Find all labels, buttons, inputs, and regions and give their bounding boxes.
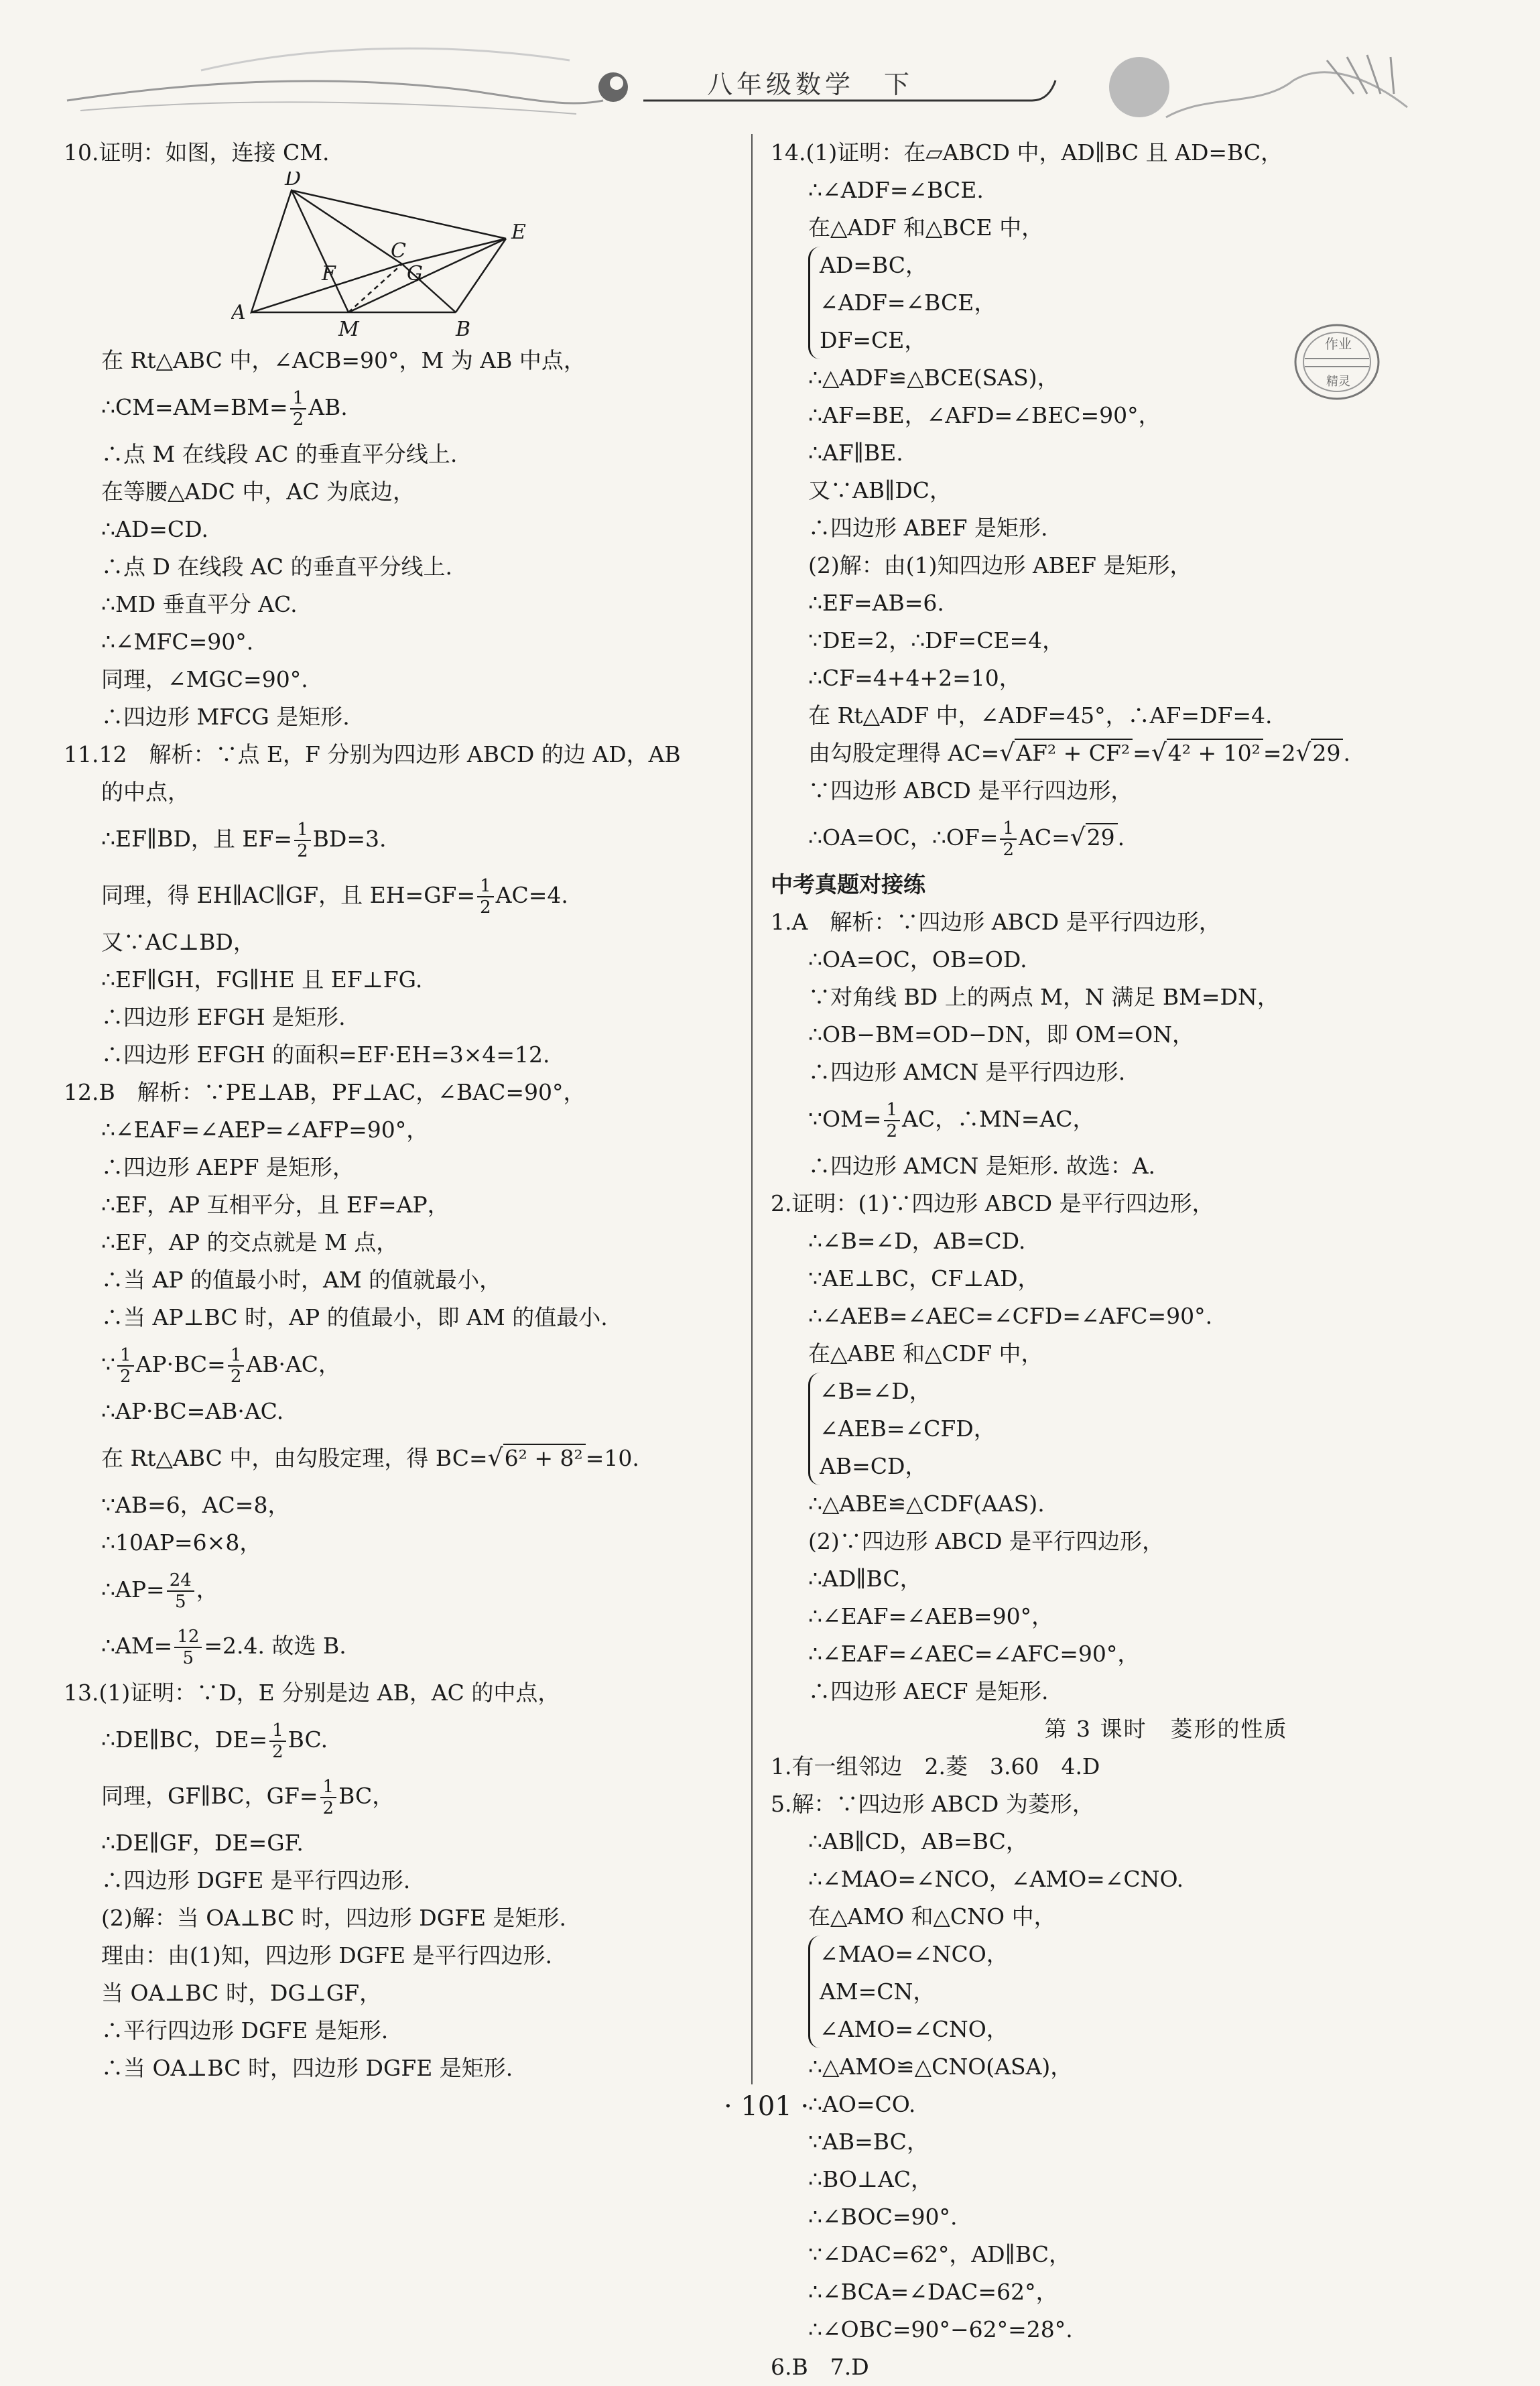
equation-system: AD=BC， ∠ADF=∠BCE， DF=CE， bbox=[771, 247, 1481, 359]
q10-line: ∴点 D 在线段 AC 的垂直平分线上. bbox=[101, 554, 452, 580]
q12-line: ∴当 AP⊥BC 时，AP 的值最小，即 AM 的值最小. bbox=[101, 1304, 608, 1330]
q12-line: ∴AM= $\frac{12}{5}$ =2.4. 故选 B. bbox=[101, 1627, 346, 1668]
q14-line: (2)解：由(1)知四边形 ABEF 是矩形， bbox=[808, 552, 1192, 578]
fraction: $\frac{1}{2}$ bbox=[320, 1777, 337, 1818]
svg-text:精灵: 精灵 bbox=[1326, 375, 1350, 389]
z2-line: ∴AD∥BC， bbox=[808, 1566, 922, 1592]
label-E: E bbox=[511, 221, 526, 244]
q10-line: 在等腰△ADC 中，AC 为底边， bbox=[101, 479, 415, 505]
label-F: F bbox=[322, 262, 336, 286]
q12-line: 在 Rt△ABC 中，由勾股定理，得 BC=√6² + 8² =10. bbox=[101, 1444, 639, 1472]
z2-line: ∴∠AEB=∠AEC=∠CFD=∠AFC=90°. bbox=[808, 1303, 1213, 1329]
r-line: ∴∠BOC=90°. bbox=[808, 2204, 958, 2230]
q13-line: ∴DE∥BC，DE= $\frac{1}{2}$ BC. bbox=[101, 1720, 328, 1762]
fraction: $\frac{1}{2}$ bbox=[294, 820, 311, 861]
stamp-logo bbox=[1290, 318, 1384, 405]
r-line: ∴∠OBC=90°−62°=28°. bbox=[808, 2316, 1073, 2342]
q13-line: 理由：由(1)知，四边形 DGFE 是平行四边形. bbox=[101, 1942, 553, 1968]
q14-line: ∴OA=OC，∴OF= $\frac{1}{2}$ AC=√29 . bbox=[808, 818, 1125, 860]
q11-line: 11.12 解析：∵点 E，F 分别为四边形 ABCD 的边 AD，AB bbox=[64, 741, 681, 767]
fraction: $\frac{1}{2}$ bbox=[228, 1345, 245, 1387]
label-C: C bbox=[391, 239, 406, 263]
fraction: $\frac{1}{2}$ bbox=[477, 876, 494, 918]
q14-line: ∵DE=2，∴DF=CE=4， bbox=[808, 627, 1065, 653]
q11-line: ∴四边形 EFGH 是矩形. bbox=[101, 1004, 346, 1030]
lesson-title: 第 3 课时 菱形的性质 bbox=[1044, 1716, 1288, 1742]
q12-line: ∴10AP=6×8， bbox=[101, 1529, 262, 1556]
label-B: B bbox=[456, 318, 471, 339]
q10-line: 10.证明：如图，连接 CM. bbox=[64, 139, 330, 166]
q13-line: ∴四边形 DGFE 是平行四边形. bbox=[101, 1867, 411, 1893]
left-column bbox=[64, 134, 741, 2087]
z1-line: 1.A 解析：∵四边形 ABCD 是平行四边形， bbox=[771, 909, 1221, 935]
z2-line: ∴∠EAF=∠AEC=∠AFC=90°， bbox=[808, 1641, 1140, 1667]
q12-line: ∴EF，AP 的交点就是 M 点， bbox=[101, 1229, 399, 1255]
z2-line: ∵AE⊥BC，CF⊥AD， bbox=[808, 1265, 1040, 1292]
q12-line: ∴AP·BC=AB·AC. bbox=[101, 1398, 284, 1424]
q10-line: ∴∠MFC=90°. bbox=[101, 629, 254, 655]
z2-line: ∴∠B=∠D，AB=CD. bbox=[808, 1228, 1026, 1254]
z1-line: ∴四边形 AMCN 是矩形. 故选：A. bbox=[808, 1153, 1156, 1179]
r-line: ∴∠MAO=∠NCO，∠AMO=∠CNO. bbox=[808, 1866, 1184, 1892]
equation-system: ∠MAO=∠NCO， AM=CN， ∠AMO=∠CNO， bbox=[771, 1936, 1481, 2048]
r-line: 1.有一组邻边 2.菱 3.60 4.D bbox=[771, 1753, 1100, 1779]
q14-line: 又∵AB∥DC， bbox=[808, 477, 952, 503]
z1-line: ∴OB−BM=OD−DN，即 OM=ON， bbox=[808, 1021, 1195, 1048]
page-number: · 101 · bbox=[724, 2091, 810, 2122]
q10-line: ∴CM=AM=BM= $\frac{1}{2}$ AB. bbox=[101, 388, 348, 430]
q12-line: ∴AP= $\frac{24}{5}$ ， bbox=[101, 1570, 218, 1612]
page-header bbox=[0, 0, 1540, 134]
q12-line: ∵ $\frac{1}{2}$ AP·BC= $\frac{1}{2}$ AB·AC， bbox=[101, 1345, 341, 1387]
label-A: A bbox=[231, 301, 246, 324]
q12-line: ∴四边形 AEPF 是矩形， bbox=[101, 1154, 355, 1180]
q14-line: ∴AF=BE，∠AFD=∠BEC=90°， bbox=[808, 402, 1161, 428]
q11-line: ∴EF∥GH，FG∥HE 且 EF⊥FG. bbox=[101, 966, 423, 993]
fraction: $\frac{24}{5}$ bbox=[167, 1570, 194, 1612]
r-line: ∴AO=CO. bbox=[808, 2091, 916, 2117]
q13-line: 13.(1)证明：∵D，E 分别是边 AB，AC 的中点， bbox=[64, 1680, 560, 1706]
z2-line: ∴∠EAF=∠AEB=90°， bbox=[808, 1603, 1054, 1629]
r-line: ∴∠BCA=∠DAC=62°， bbox=[808, 2279, 1058, 2305]
q10-line: ∴MD 垂直平分 AC. bbox=[101, 591, 298, 617]
fraction: $\frac{12}{5}$ bbox=[174, 1627, 202, 1668]
q13-line: (2)解：当 OA⊥BC 时，四边形 DGFE 是矩形. bbox=[101, 1905, 567, 1931]
r-line: ∴△AMO≌△CNO(ASA)， bbox=[808, 2054, 1073, 2080]
r-line: ∴BO⊥AC， bbox=[808, 2166, 934, 2192]
label-M: M bbox=[338, 318, 359, 339]
right-column bbox=[771, 134, 1481, 2386]
fraction: $\frac{1}{2}$ bbox=[117, 1345, 134, 1387]
q10-line: ∴AD=CD. bbox=[101, 516, 208, 542]
column-divider bbox=[751, 134, 753, 2084]
z2-line: 2.证明：(1)∵四边形 ABCD 是平行四边形， bbox=[771, 1190, 1214, 1216]
q12-line: ∴当 AP 的值最小时，AM 的值就最小， bbox=[101, 1267, 502, 1293]
fraction: $\frac{1}{2}$ bbox=[290, 388, 307, 430]
q10-line: ∴点 M 在线段 AC 的垂直平分线上. bbox=[101, 441, 458, 467]
z2-line: ∴△ABE≌△CDF(AAS). bbox=[808, 1491, 1045, 1517]
q14-line: ∴△ADF≌△BCE(SAS)， bbox=[808, 365, 1060, 391]
z1-line: ∵OM= $\frac{1}{2}$ AC，∴MN=AC， bbox=[808, 1100, 1095, 1141]
q14-line: 在 Rt△ADF 中，∠ADF=45°，∴AF=DF=4. bbox=[808, 702, 1273, 729]
z2-line: (2)∵四边形 ABCD 是平行四边形， bbox=[808, 1528, 1165, 1554]
r-line: ∵∠DAC=62°，AD∥BC， bbox=[808, 2241, 1071, 2267]
q14-line: 14.(1)证明：在▱ABCD 中，AD∥BC 且 AD=BC， bbox=[771, 139, 1283, 166]
q11-line: ∴EF∥BD，且 EF= $\frac{1}{2}$ BD=3. bbox=[101, 820, 387, 861]
label-D: D bbox=[285, 172, 302, 190]
q14-line: ∴AF∥BE. bbox=[808, 440, 903, 466]
z1-line: ∵对角线 BD 上的两点 M，N 满足 BM=DN， bbox=[808, 984, 1279, 1010]
q14-line: 在△ADF 和△BCE 中， bbox=[808, 214, 1044, 241]
section-title: 中考真题对接练 bbox=[771, 871, 925, 897]
q11-line: 又∵AC⊥BD， bbox=[101, 929, 255, 955]
fraction: $\frac{1}{2}$ bbox=[884, 1100, 901, 1141]
q13-line: ∴DE∥GF，DE=GF. bbox=[101, 1830, 304, 1856]
q14-line: ∴四边形 ABEF 是矩形. bbox=[808, 515, 1048, 541]
z1-line: ∴OA=OC，OB=OD. bbox=[808, 946, 1027, 972]
fraction: $\frac{1}{2}$ bbox=[1000, 818, 1017, 860]
q13-line: ∴当 OA⊥BC 时，四边形 DGFE 是矩形. bbox=[101, 2055, 513, 2081]
q12-line: ∴∠EAF=∠AEP=∠AFP=90°， bbox=[101, 1117, 429, 1143]
q13-line: ∴平行四边形 DGFE 是矩形. bbox=[101, 2017, 389, 2044]
q10-line: 同理，∠MGC=90°. bbox=[101, 666, 308, 692]
q14-line: ∴EF=AB=6. bbox=[808, 590, 944, 616]
q12-line: 12.B 解析：∵PE⊥AB，PF⊥AC，∠BAC=90°， bbox=[64, 1079, 586, 1105]
r-line: ∴AB∥CD，AB=BC， bbox=[808, 1828, 1028, 1855]
q11-line: 的中点， bbox=[101, 779, 190, 805]
label-G: G bbox=[407, 262, 423, 286]
svg-text:作业: 作业 bbox=[1325, 336, 1352, 352]
r-line: 在△AMO 和△CNO 中， bbox=[808, 1903, 1056, 1930]
q14-line: 由勾股定理得 AC=√AF² + CF² =√4² + 10² =2√29 . bbox=[808, 739, 1350, 767]
q13-line: 同理，GF∥BC，GF= $\frac{1}{2}$ BC， bbox=[101, 1777, 395, 1818]
equation-system: ∠B=∠D， ∠AEB=∠CFD， AB=CD， bbox=[771, 1373, 1481, 1485]
sqrt-expression: 6² + 8² bbox=[503, 1444, 586, 1471]
q14-line: ∵四边形 ABCD 是平行四边形， bbox=[808, 777, 1133, 804]
z2-line: 在△ABE 和△CDF 中， bbox=[808, 1340, 1043, 1367]
geometry-diagram bbox=[231, 172, 553, 339]
r-line: ∵AB=BC， bbox=[808, 2129, 929, 2155]
q10-line: ∴四边形 MFCG 是矩形. bbox=[101, 704, 350, 730]
fraction: $\frac{1}{2}$ bbox=[269, 1720, 286, 1762]
q14-line: ∴∠ADF=∠BCE. bbox=[808, 177, 984, 203]
header-title: 八年级数学 下 bbox=[707, 70, 914, 99]
q12-line: ∴EF，AP 互相平分，且 EF=AP， bbox=[101, 1192, 450, 1218]
q11-line: ∴四边形 EFGH 的面积=EF·EH=3×4=12. bbox=[101, 1042, 550, 1068]
z1-line: ∴四边形 AMCN 是平行四边形. bbox=[808, 1059, 1126, 1085]
r-line: 5.解：∵四边形 ABCD 为菱形， bbox=[771, 1791, 1094, 1817]
r-line: 6.B 7.D bbox=[771, 2354, 869, 2380]
q11-line: 同理，得 EH∥AC∥GF，且 EH=GF= $\frac{1}{2}$ AC=4. bbox=[101, 876, 568, 918]
q13-line: 当 OA⊥BC 时，DG⊥GF， bbox=[101, 1980, 382, 2006]
q10-line: 在 Rt△ABC 中，∠ACB=90°，M 为 AB 中点， bbox=[101, 347, 586, 373]
q14-line: ∴CF=4+4+2=10， bbox=[808, 665, 1021, 691]
q12-line: ∵AB=6，AC=8， bbox=[101, 1492, 290, 1518]
z2-line: ∴四边形 AECF 是矩形. bbox=[808, 1678, 1049, 1704]
